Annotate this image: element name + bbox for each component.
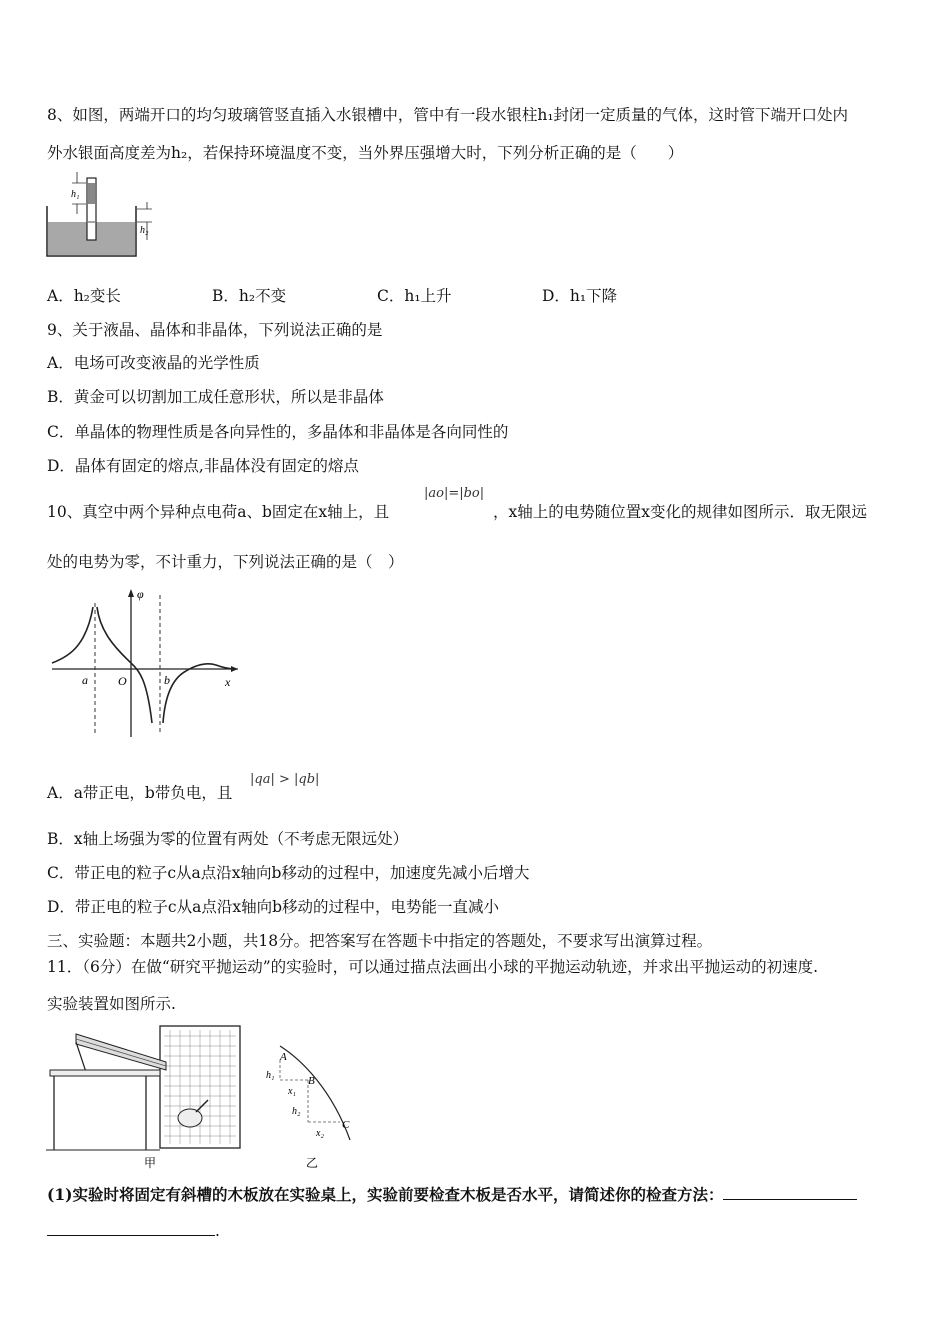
q11-stem-line1: 11．（6分）在做“研究平抛运动”的实验时，可以通过描点法画出小球的平抛运动轨迹，并求出平抛运动的初速度.: [47, 958, 819, 976]
q11-sub1-cont: [47, 1222, 220, 1240]
q8-option-a[interactable]: A．h₂变长: [47, 287, 121, 305]
q11-sub1-answer-blank-1[interactable]: [723, 1198, 857, 1200]
q11-label-h2: h₂: [292, 1106, 301, 1117]
q11-figure-apparatus: [46, 1022, 246, 1172]
q11-label-yi: 乙: [306, 1156, 319, 1170]
q8-stem-line1: 8、如图，两端开口的均匀玻璃管竖直插入水银槽中，管中有一段水银柱h₁封闭一定质量的气体，这时管下端开口处内: [47, 106, 849, 124]
q10-formula-ao-bo: |ao|=|bo|: [424, 486, 485, 501]
q11-sub1-end: .: [215, 1222, 220, 1240]
q10-graph-label-b: b: [164, 673, 170, 687]
q8-label-h2: h₂: [140, 225, 149, 236]
q8-tube-figure: [44, 172, 162, 262]
q11-label-C: C: [342, 1119, 350, 1131]
q10-option-a[interactable]: A．a带正电，b带负电，且: [47, 784, 233, 802]
q10-option-d[interactable]: D．带正电的粒子c从a点沿x轴向b移动的过程中，电势能一直减小: [47, 898, 500, 916]
q9-option-a[interactable]: A．电场可改变液晶的光学性质: [47, 354, 260, 372]
q10-stem-line1b: ，x轴上的电势随位置x变化的规律如图所示．取无限远: [493, 503, 867, 521]
q11-label-A: A: [280, 1051, 287, 1063]
q11-label-x1: x₁: [288, 1086, 296, 1097]
q10-stem-line2: 处的电势为零，不计重力，下列说法正确的是（ ）: [47, 553, 404, 571]
q10-graph-label-x: x: [225, 675, 231, 689]
q11-label-h1: h₁: [266, 1070, 275, 1081]
q10-option-b[interactable]: B．x轴上场强为零的位置有两处（不考虑无限远处）: [47, 830, 409, 848]
q10-option-a-formula: |qa| > |qb|: [250, 772, 320, 787]
q8-option-b[interactable]: B．h₂不变: [212, 287, 287, 305]
q11-figure-trajectory: [262, 1022, 362, 1172]
q11-label-x2: x₂: [316, 1128, 324, 1139]
q9-option-b[interactable]: B．黄金可以切割加工成任意形状，所以是非晶体: [47, 388, 384, 406]
q8-stem-line2: 外水银面高度差为h₂，若保持环境温度不变，当外界压强增大时，下列分析正确的是（ ）: [47, 144, 684, 162]
q8-option-c[interactable]: C．h₁上升: [377, 287, 452, 305]
q9-option-d[interactable]: D．晶体有固定的熔点,非晶体没有固定的熔点: [47, 457, 359, 475]
q11-label-B: B: [308, 1075, 315, 1087]
q11-label-jia: 甲: [144, 1156, 157, 1170]
q8-label-h1: h₁: [71, 189, 80, 200]
q10-graph-label-o: O: [118, 674, 127, 688]
q11-sub1-text: (1)实验时将固定有斜槽的木板放在实验桌上，实验前要检查木板是否水平，请简述你的检查方法：: [47, 1185, 724, 1204]
q10-option-c[interactable]: C．带正电的粒子c从a点沿x轴向b移动的过程中，加速度先减小后增大: [47, 864, 530, 882]
q11-stem-line2: 实验装置如图所示.: [47, 995, 176, 1013]
q10-graph-label-phi: φ: [137, 587, 144, 601]
q11-sub1-answer-blank-2[interactable]: [47, 1234, 215, 1236]
q10-graph-label-a: a: [82, 673, 88, 687]
q9-option-c[interactable]: C．单晶体的物理性质是各向异性的，多晶体和非晶体是各向同性的: [47, 423, 509, 441]
q9-stem: 9、关于液晶、晶体和非晶体，下列说法正确的是: [47, 321, 383, 339]
q10-stem-line1a: 10、真空中两个异种点电荷a、b固定在x轴上，且: [47, 503, 390, 521]
q11-sub1: [47, 1183, 857, 1205]
section3-heading: 三、实验题：本题共2小题，共18分。把答案写在答题卡中指定的答题处，不要求写出演算过程。: [47, 932, 713, 950]
q8-option-d[interactable]: D．h₁下降: [542, 287, 618, 305]
q10-potential-graph: [48, 585, 248, 743]
